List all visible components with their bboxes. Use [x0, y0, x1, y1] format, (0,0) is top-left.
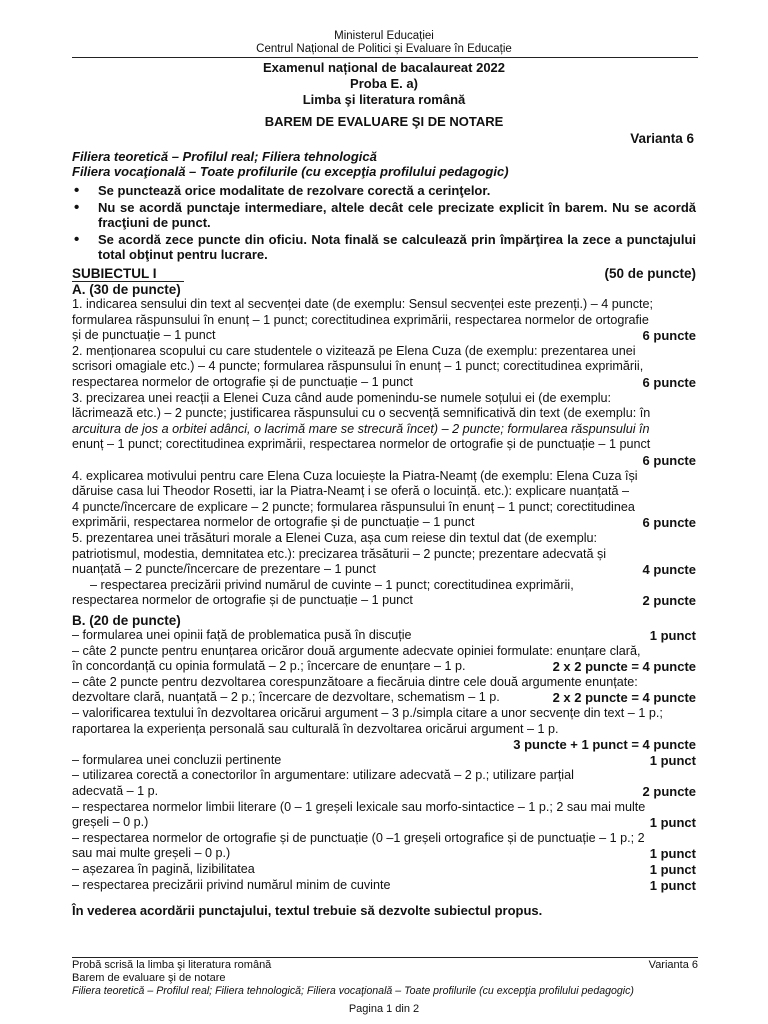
b-criterion-row [72, 768, 696, 784]
item-3-line: enunț – 1 punct; corectitudinea exprimării, respectarea normelor de ortografie și de punctuație – 1 punct [72, 437, 651, 452]
b-criterion-score: 1 punct [649, 861, 696, 877]
item-3-line: lăcrimează etc.) – 2 puncte; justificarea răspunsului cu o secvență semnificativă din text (de exemplu: în [72, 406, 651, 421]
ministry-name: Ministerul Educației [334, 30, 434, 42]
rule-item: • Se acordă zece puncte din oficiu. Nota finală se calculează prin împărţirea la zece a punctajului total obţinut pentru lucrare. [72, 232, 696, 263]
item-5-extra-line: – respectarea precizării privind numărul de cuvinte – 1 punct; corectitudinea exprimării, [90, 577, 574, 592]
item-4-line: 4 puncte/încercare de explicare – 2 puncte; formularea răspunsului în enunț – 1 punct; corectitudinea [72, 499, 635, 514]
b-criterion-score: 1 punct [649, 752, 696, 768]
b-criterion-text: în concordanță cu opinia formulată – 2 p.; încercare de enunțare – 1 p. [72, 659, 466, 674]
filiera-line-1: Filiera teoretică – Profilul real; Filiera tehnologică [72, 149, 377, 164]
b-criterion-text: – formularea unei opinii față de problematica pusă în discuție [72, 628, 412, 642]
b-criterion-text: – formularea unei concluzii pertinente [72, 752, 282, 767]
b-criterion-text: – utilizarea corectă a conectorilor în argumentare: utilizare adecvată – 2 p.; utilizare parțial [72, 768, 574, 783]
item-4-score: 6 puncte [642, 515, 696, 531]
b-criterion-text: – respectarea precizării privind numărul minim de cuvinte [72, 877, 391, 892]
subiect-title: SUBIECTUL I [72, 266, 157, 281]
exam-title: Examenul național de bacalaureat 2022 [262, 60, 506, 75]
item-5-line: 5. prezentarea unei trăsături morale a Elenei Cuza, așa cum reiese din textul dat (de exemplu: [72, 530, 598, 545]
item-3-line: 3. precizarea unei reacții a Elenei Cuza când aude pomenindu-se numele soțului ei (de exemplu: [72, 390, 612, 405]
item-3-score: 6 puncte [642, 452, 696, 468]
filiera-line-2: Filiera vocaţională – Toate profilurile (cu excepţia profilului pedagogic) [72, 164, 509, 179]
item-5-extra-score: 2 puncte [642, 593, 696, 609]
b-criterion-row [72, 862, 696, 878]
b-criterion-row [72, 659, 696, 675]
b-criterion-row [72, 815, 696, 831]
b-criterion-text: greșeli – 0 p.) [72, 815, 149, 830]
item-5-line: patriotismul, modestia, demnitatea etc.): precizarea trăsăturii – 2 puncte; prezentare adecvată și [72, 546, 607, 561]
item-1-line: formularea răspunsului în enunț – 1 punct; corectitudinea exprimării, respectarea normelor de ortografie [72, 312, 649, 327]
b-criterion-score: 3 puncte + 1 punct = 4 puncte [513, 737, 696, 753]
b-criterion-score: 2 x 2 puncte = 4 puncte [552, 690, 696, 706]
b-criterion-text: – valorificarea textului în dezvoltarea oricărui argument – 3 p./simpla citare a unor secvențe din text – 1 p.; [72, 705, 663, 720]
section-a-body [72, 297, 696, 609]
final-note: În vederea acordării punctajului, textul trebuie să dezvolte subiectul propus. [72, 903, 543, 918]
footer-line-3: Filiera teoretică – Profilul real; Filiera tehnologică; Filiera vocaţională – Toate profilurile (cu excepţia profilului pedagogic) [72, 985, 634, 997]
item-1-line: 1. indicarea sensului din text al secvenței date (de exemplu: Sensul secvenței este prezenți.) – 4 puncte; [72, 297, 654, 311]
b-criterion-text: – așezarea în pagină, lizibilitatea [72, 861, 255, 876]
b-criterion-text: – câte 2 puncte pentru dezvoltarea corespunzătoare a fiecăruia dintre cele două argumente enunțate: [72, 674, 638, 689]
b-criterion-row [72, 722, 696, 738]
rule-item: • Nu se acordă punctaje intermediare, altele decât cele precizate explicit în barem. Nu se acordă fracţiuni de punct. [72, 200, 696, 231]
b-criterion-row [72, 690, 696, 706]
b-criterion-text: – respectarea normelor de ortografie și de punctuație (0 –1 greșeli ortografice și de punctuație – 1 p.; 2 [72, 830, 645, 845]
center-name: Centrul Național de Politici și Evaluare în Educație [256, 43, 512, 55]
b-criterion-score: 2 puncte [642, 783, 696, 799]
item-1-score: 6 puncte [642, 328, 696, 344]
barem-title: BAREM DE EVALUARE ŞI DE NOTARE [264, 114, 504, 129]
section-b-heading: B. (20 de puncte) [72, 613, 181, 628]
b-criterion-text: – câte 2 puncte pentru enunțarea oricăror două argumente adecvate opiniei formulate: enunțare clară, [72, 643, 641, 658]
b-criterion-row [72, 644, 696, 660]
subject-title: Limba şi literatura română [302, 92, 466, 107]
page-number: Pagina 1 din 2 [348, 1003, 420, 1015]
footer-varianta: Varianta 6 [648, 959, 698, 971]
section-a-heading: A. (30 de puncte) [72, 282, 181, 297]
b-criterion-score: 1 punct [649, 815, 696, 831]
b-criterion-row [72, 675, 696, 691]
b-criterion-text: sau mai multe greșeli – 0 p.) [72, 846, 231, 861]
b-criterion-row [72, 753, 696, 769]
item-5-extra-line-last: respectarea normelor de ortografie și de punctuație – 1 punct 2 puncte [72, 593, 696, 609]
b-criterion-row [72, 784, 696, 800]
b-criterion-score: 1 punct [649, 846, 696, 862]
b-criterion-row [72, 706, 696, 722]
item-5-line-last: nuanțată – 2 puncte/încercare de prezentare – 1 punct 4 puncte [72, 562, 696, 578]
item-2-line-last: respectarea normelor de ortografie și de punctuație – 1 punct 6 puncte [72, 374, 696, 390]
section-b-body [72, 628, 696, 893]
rule-item: • Se punctează orice modalitate de rezolvare corectă a cerinţelor. [72, 183, 696, 199]
b-criterion-text: raportarea la experiența personală sau culturală în dezvoltarea oricărui argument – 1 p. [72, 721, 559, 736]
varianta-label: Varianta 6 [630, 131, 694, 146]
b-criterion-score: 1 punct [649, 628, 696, 643]
item-4-line: 4. explicarea motivului pentru care Elena Cuza locuiește la Piatra-Neamț (de exemplu: Elena Cuza își [72, 468, 638, 483]
b-criterion-score: 1 punct [649, 877, 696, 893]
b-criterion-row [72, 737, 696, 753]
b-criterion-text: dezvoltare clară, nuanțată – 2 p.; încercare de dezvoltare, schematism – 1 p. [72, 690, 500, 705]
item-4-line: dăruise casa lui Theodor Rosetti, iar la Piatra-Neamț i se oferă o locuință. etc.): explicare nuanțată – [72, 484, 629, 499]
item-2-line: scrisori omagiale etc.) – 4 puncte; formularea răspunsului în enunț – 1 punct; corectitudinea exprimării, [72, 359, 644, 374]
proba-title: Proba E. a) [350, 76, 418, 91]
b-criterion-score: 2 x 2 puncte = 4 puncte [552, 659, 696, 675]
item-5-score: 4 puncte [642, 562, 696, 578]
item-2-line: 2. menționarea scopului cu care studentele o vizitează pe Elena Cuza (de exemplu: prezentarea unei [72, 343, 636, 358]
footer-rule [72, 957, 698, 958]
b-criterion-text: – respectarea normelor limbii literare (0 – 1 greșeli lexicale sau morfo-sintactice – 1 p.; 2 sau mai multe [72, 799, 646, 814]
item-4-line-last: exprimării, respectarea normelor de ortografie și de punctuație – 1 punct 6 puncte [72, 515, 696, 531]
b-criterion-row [72, 878, 696, 894]
b-criterion-row [72, 628, 696, 644]
item-2-score: 6 puncte [642, 374, 696, 390]
rules-list [72, 183, 696, 264]
subiect-heading [72, 266, 696, 281]
b-criterion-text: adecvată – 1 p. [72, 783, 159, 798]
item-3-line: arcuitura de jos a orbitei adânci, o lacrimă mare se strecură încet) – 2 puncte; formularea răspunsului în [72, 421, 650, 436]
item-1-line-last: și de punctuație – 1 punct 6 puncte [72, 328, 696, 344]
subiect-points: (50 de puncte) [604, 266, 696, 281]
b-criterion-row [72, 831, 696, 847]
footer-line-2: Barem de evaluare şi de notare [72, 972, 226, 984]
b-criterion-row [72, 800, 696, 816]
b-criterion-row [72, 846, 696, 862]
header-rule [72, 57, 698, 58]
footer-line-1: Probă scrisă la limba şi literatura română Varianta 6 [72, 959, 698, 971]
item-3-score-line [72, 453, 696, 469]
